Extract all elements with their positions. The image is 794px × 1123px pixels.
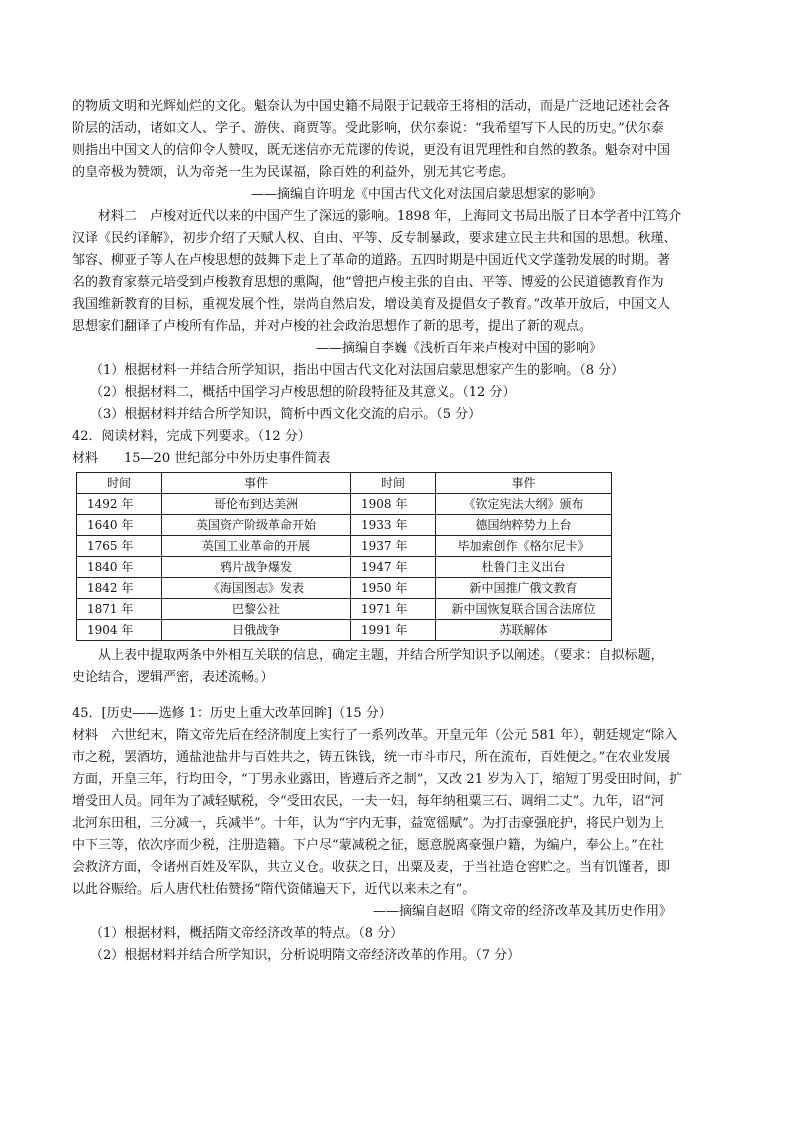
event-cell: 杜鲁门主义出台 bbox=[436, 557, 612, 578]
text-line: 材料 六世纪末，隋文帝先后在经济制度上实行了一系列改革。开皇元年（公元 581 年），朝廷规定“除入 bbox=[72, 728, 678, 743]
material-two bbox=[72, 206, 722, 360]
year-cell: 1640 年 bbox=[77, 515, 162, 536]
exam-page bbox=[72, 96, 722, 967]
section-spacer bbox=[72, 689, 722, 703]
year-cell: 1971 年 bbox=[351, 599, 436, 620]
event-cell: 《海国图志》发表 bbox=[162, 578, 351, 599]
source-citation: ——摘编自赵昭《隋文帝的经济改革及其历史作用》 bbox=[372, 904, 672, 919]
text-line: 方面，开皇三年，行均田令，“丁男永业露田，皆遵后齐之制”，又改 21 岁为入丁，缩短丁男受田时间，扩 bbox=[72, 772, 683, 787]
table-header-row bbox=[77, 473, 612, 494]
material-one-continuation bbox=[72, 96, 722, 206]
event-cell: 英国资产阶级革命开始 bbox=[162, 515, 351, 536]
table-row bbox=[77, 599, 612, 620]
sub-question: （1）根据材料一并结合所学知识，指出中国古代文化对法国启蒙思想家产生的影响。（8 分） bbox=[90, 363, 625, 378]
history-events-table bbox=[76, 472, 612, 641]
header-cell: 事件 bbox=[162, 473, 351, 494]
text-line: 汉译《民约译解》，初步介绍了天赋人权、自由、平等、反专制暴政，要求建立民主共和国的思想。秋瑾、 bbox=[72, 231, 677, 246]
year-cell: 1991 年 bbox=[351, 620, 436, 641]
material-label: 材料 15—20 世纪部分中外历史事件简表 bbox=[72, 451, 331, 466]
event-cell: 日俄战争 bbox=[162, 620, 351, 641]
text-line: 我国维新教育的目标，重视发展个性，崇尚自然启发，增设美育及提倡女子教育。”改革开放后，中国文人 bbox=[72, 297, 671, 312]
table-row bbox=[77, 578, 612, 599]
sub-question: （2）根据材料并结合所学知识，分析说明隋文帝经济改革的作用。（7 分） bbox=[90, 948, 521, 963]
question-45 bbox=[72, 703, 722, 967]
year-cell: 1933 年 bbox=[351, 515, 436, 536]
text-line: 北河东田租，三分减一，兵减半”。十年，认为“宇内无事，益宽徭赋”。为打击豪强庇护，将民户划为上 bbox=[72, 816, 664, 831]
sub-question: （1）根据材料，概括隋文帝经济改革的特点。（8 分） bbox=[90, 926, 404, 941]
year-cell: 1492 年 bbox=[77, 494, 162, 515]
question-42 bbox=[72, 426, 722, 689]
year-cell: 1871 年 bbox=[77, 599, 162, 620]
event-cell: 英国工业革命的开展 bbox=[162, 536, 351, 557]
table-row bbox=[77, 536, 612, 557]
year-cell: 1937 年 bbox=[351, 536, 436, 557]
year-cell: 1950 年 bbox=[351, 578, 436, 599]
text-line: 名的教育家蔡元培受到卢梭教育思想的熏陶，他“曾把卢梭主张的自由、平等、博爱的公民道德教育作为 bbox=[72, 275, 664, 290]
question-41-subquestions bbox=[72, 360, 722, 426]
text-line: 材料二 卢梭对近代以来的中国产生了深远的影响。1898 年，上海同文书局出版了日本学者中江笃介 bbox=[98, 209, 682, 224]
source-citation: ——摘编自许明龙《中国古代文化对法国启蒙思想家的影响》 bbox=[250, 187, 602, 202]
table-row bbox=[77, 515, 612, 536]
question-title: 45．[历史——选修 1：历史上重大改革回眸]（15 分） bbox=[72, 706, 392, 721]
year-cell: 1947 年 bbox=[351, 557, 436, 578]
source-citation: ——摘编自李巍《浅析百年来卢梭对中国的影响》 bbox=[315, 341, 602, 356]
year-cell: 1904 年 bbox=[77, 620, 162, 641]
header-cell: 时间 bbox=[77, 473, 162, 494]
text-line: 增受田人员。同年为了减轻赋税，令“受田农民，一夫一妇，每年纳租粟三石、调绢二丈”。九年，诏“河 bbox=[72, 794, 664, 809]
table-row bbox=[77, 557, 612, 578]
year-cell: 1840 年 bbox=[77, 557, 162, 578]
event-cell: 哥伦布到达美洲 bbox=[162, 494, 351, 515]
sub-question: （3）根据材料并结合所学知识，简析中西文化交流的启示。（5 分） bbox=[90, 407, 482, 422]
text-line: 会救济方面，令诸州百姓及军队，共立义仓。收获之日，出粟及麦，于当社造仓窖贮之。当有饥馑者，即 bbox=[72, 860, 671, 875]
event-cell: 《钦定宪法大纲》颁布 bbox=[436, 494, 612, 515]
event-cell: 鸦片战争爆发 bbox=[162, 557, 351, 578]
event-cell: 新中国恢复联合国合法席位 bbox=[436, 599, 612, 620]
text-line: 以此谷赈给。后人唐代杜佑赞扬“隋代资储遍天下，近代以来未之有”。 bbox=[72, 882, 476, 897]
event-cell: 德国纳粹势力上台 bbox=[436, 515, 612, 536]
event-cell: 新中国推广俄文教育 bbox=[436, 578, 612, 599]
instruction-line: 从上表中提取两条中外相互关联的信息，确定主题，并结合所学知识予以阐述。（要求：自拟标题， bbox=[98, 648, 664, 663]
text-line: 思想家们翻译了卢梭所有作品，并对卢梭的社会政治思想作了新的思考，提出了新的观点。 bbox=[72, 319, 593, 334]
year-cell: 1765 年 bbox=[77, 536, 162, 557]
text-line: 的皇帝极为赞颂，认为帝尧一生为民谋福，除百姓的利益外，别无其它考虑。 bbox=[72, 165, 515, 180]
year-cell: 1842 年 bbox=[77, 578, 162, 599]
table-row bbox=[77, 620, 612, 641]
instruction-line: 史论结合，逻辑严密，表述流畅。） bbox=[72, 670, 274, 685]
year-cell: 1908 年 bbox=[351, 494, 436, 515]
text-line: 则指出中国文人的信仰令人赞叹，既无迷信亦无荒谬的传说，更没有诅咒理性和自然的教条。魁奈对中国 bbox=[72, 143, 671, 158]
header-cell: 时间 bbox=[351, 473, 436, 494]
table-row bbox=[77, 494, 612, 515]
text-line: 的物质文明和光辉灿烂的文化。魁奈认为中国史籍不局限于记载帝王将相的活动，而是广泛地记述社会各 bbox=[72, 99, 671, 114]
sub-question: （2）根据材料二，概括中国学习卢梭思想的阶段特征及其意义。（12 分） bbox=[90, 385, 516, 400]
event-cell: 巴黎公社 bbox=[162, 599, 351, 620]
text-line: 市之税，罢酒坊，通盐池盐井与百姓共之，铸五铢钱，统一市斗市尺，所在流布，百姓便之。”在农业发展 bbox=[72, 750, 671, 765]
text-line: 中下三等，依次序而少税，注册造籍。下户尽“蒙减税之征，愿意脱离豪强户籍，为编户，奉公上。”在社 bbox=[72, 838, 664, 853]
question-title: 42．阅读材料，完成下列要求。（12 分） bbox=[72, 429, 311, 444]
text-line: 邹容、柳亚子等人在卢梭思想的鼓舞下走上了革命的道路。五四时期是中国近代文学蓬勃发展的时期。著 bbox=[72, 253, 671, 268]
header-cell: 事件 bbox=[436, 473, 612, 494]
event-cell: 苏联解体 bbox=[436, 620, 612, 641]
event-cell: 毕加索创作《格尔尼卡》 bbox=[436, 536, 612, 557]
text-line: 阶层的活动，诸如文人、学子、游侠、商贾等。受此影响，伏尔泰说：“我希望写下人民的历史。”伏尔泰 bbox=[72, 121, 664, 136]
